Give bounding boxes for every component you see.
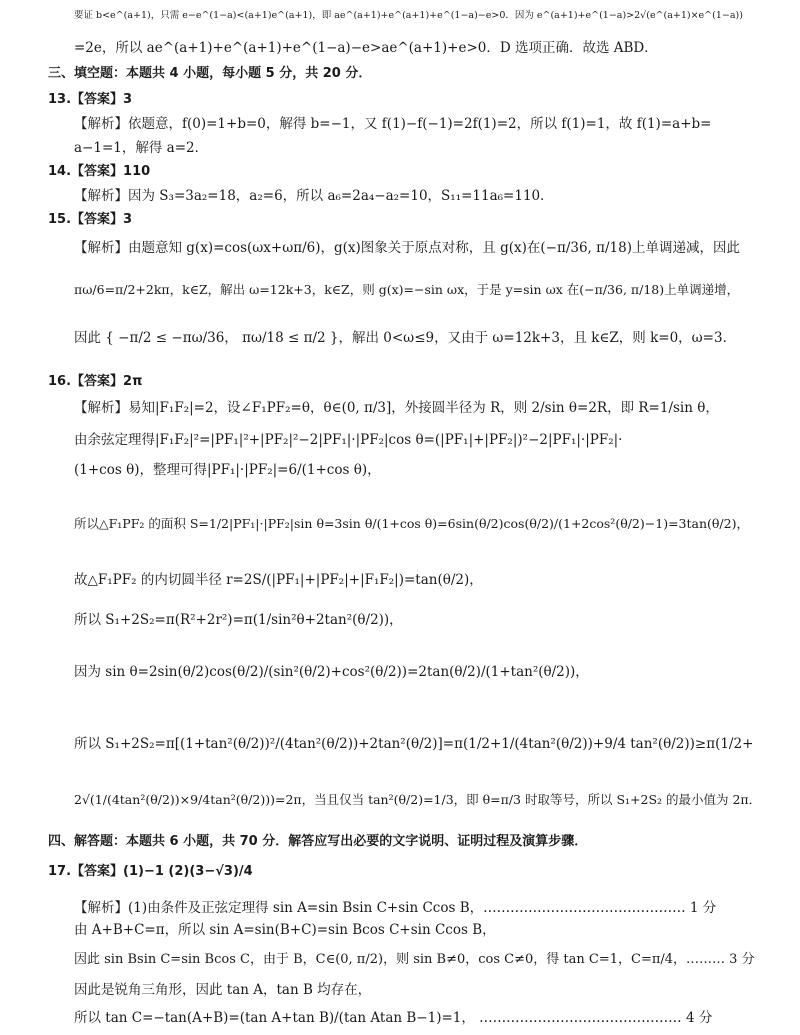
q17-analysis-5: 所以 tan C=−tan(A+B)=(tan A+tan B)/(tan Atan B−1)=1， ……………………………………… 4 分 [74,1010,713,1026]
q16-analysis-4: 所以△F₁PF₂ 的面积 S=1/2|PF₁|·|PF₂|sin θ=3sin θ/(1+cos θ)=6sin(θ/2)cos(θ/2)/(1+2cos²(θ/2)−1)=3tan(θ/2)， [74,516,749,531]
q17-answer: 17.【答案】(1)−1 (2)(3−√3)/4 [48,864,253,879]
q15-analysis-2: πω/6=π/2+2kπ，k∈Z，解出 ω=12k+3，k∈Z，则 g(x)=−sin ωx，于是 y=sin ωx 在(−π/36, π/18)上单调递增， [74,282,740,297]
q17-analysis-4: 因此是锐角三角形，因此 tan A，tan B 均存在， [74,982,372,998]
q17-analysis-3: 因此 sin Bsin C=sin Bcos C，由于 B，C∈(0, π/2)，则 sin B≠0，cos C≠0，得 tan C=1，C=π/4，……… 3 分 [74,952,755,967]
q16-analysis-2: 由余弦定理得|F₁F₂|²=|PF₁|²+|PF₂|²−2|PF₁|·|PF₂|cos θ=(|PF₁|+|PF₂|)²−2|PF₁|·|PF₂|· [74,432,623,448]
q13-answer: 13.【答案】3 [48,92,133,107]
q15-analysis-1: 【解析】由题意知 g(x)=cos(ωx+ωπ/6)，g(x)图象关于原点对称，且 g(x)在(−π/36, π/18)上单调递减，因此 [74,240,740,256]
text-line-2: =2e，所以 ae^(a+1)+e^(a+1)+e^(1−a)−e>ae^(a+1)+e>0．D 选项正确．故选 ABD． [74,40,658,56]
q13-analysis-1: 【解析】依题意，f(0)=1+b=0，解得 b=−1，又 f(1)−f(−1)=2f(1)=2，所以 f(1)=1，故 f(1)=a+b= [74,116,712,132]
q13-analysis-2: a−1=1，解得 a=2． [74,140,209,156]
text-line-1: 要证 b<e^(a+1)，只需 e−e^(1−a)<(a+1)e^(a+1)，即 ae^(a+1)+e^(a+1)+e^(1−a)−e>0．因为 e^(a+1)+e^(1−a)>2√(e^(a+1)×e^(1−a)) [74,10,743,21]
q17-analysis-1: 【解析】(1)由条件及正弦定理得 sin A=sin Bsin C+sin Ccos B，……………………………………… 1 分 [74,900,717,916]
q16-analysis-3: (1+cos θ)，整理可得|PF₁|·|PF₂|=6/(1+cos θ)， [74,462,381,478]
q14-analysis: 【解析】因为 S₃=3a₂=18，a₂=6，所以 a₆=2a₄−a₂=10，S₁₁=11a₆=110． [74,188,554,204]
q16-analysis-9: 2√(1/(4tan²(θ/2))×9/4tan²(θ/2)))=2π，当且仅当 tan²(θ/2)=1/3，即 θ=π/3 时取等号，所以 S₁+2S₂ 的最小值为 2π． [74,792,762,807]
q17-analysis-2: 由 A+B+C=π，所以 sin A=sin(B+C)=sin Bcos C+sin Ccos B， [74,922,496,938]
section-heading-fill-in: 三、填空题：本题共 4 小题，每小题 5 分，共 20 分． [48,66,372,81]
q16-analysis-8: 所以 S₁+2S₂=π[(1+tan²(θ/2))²/(4tan²(θ/2))+2tan²(θ/2)]=π(1/2+1/(4tan²(θ/2))+9/4 tan²(θ/2))≥π(1/2+ [74,736,754,752]
q15-answer: 15.【答案】3 [48,212,133,227]
q14-answer: 14.【答案】110 [48,164,151,179]
q16-analysis-5: 故△F₁PF₂ 的内切圆半径 r=2S/(|PF₁|+|PF₂|+|F₁F₂|)=tan(θ/2)， [74,572,483,588]
q16-analysis-1: 【解析】易知|F₁F₂|=2，设∠F₁PF₂=θ，θ∈(0, π/3]，外接圆半径为 R，则 2/sin θ=2R，即 R=1/sin θ， [74,400,719,416]
q16-answer: 16.【答案】2π [48,374,143,389]
q16-analysis-7: 因为 sin θ=2sin(θ/2)cos(θ/2)/(sin²(θ/2)+cos²(θ/2))=2tan(θ/2)/(1+tan²(θ/2))， [74,664,589,680]
q16-analysis-6: 所以 S₁+2S₂=π(R²+2r²)=π(1/sin²θ+2tan²(θ/2))， [74,612,403,628]
q15-analysis-3: 因此 { −π/2 ≤ −πω/36， πω/18 ≤ π/2 }，解出 0<ω≤9，又由于 ω=12k+3，且 k∈Z，则 k=0，ω=3． [74,330,737,346]
section-heading-solutions: 四、解答题：本题共 6 小题，共 70 分．解答应写出必要的文字说明、证明过程及演算步骤． [48,834,588,849]
